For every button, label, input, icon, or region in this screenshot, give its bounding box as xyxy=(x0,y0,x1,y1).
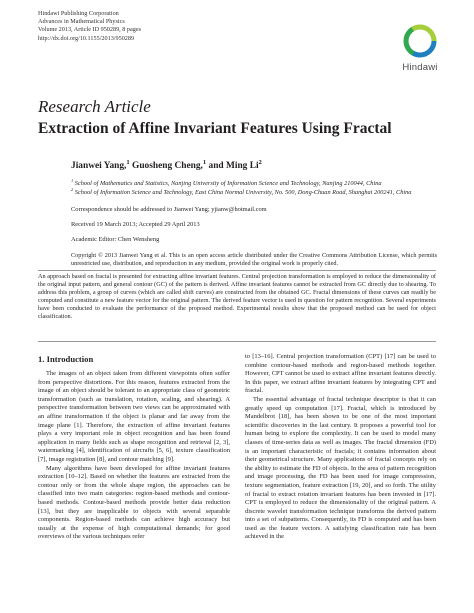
right-column xyxy=(245,353,436,542)
author-name: Guosheng Cheng, xyxy=(129,161,203,171)
article-type: Research Article xyxy=(38,97,151,116)
journal-header xyxy=(38,10,141,43)
paragraph: The essential advantage of fractal technique descriptor is that it can greatly speed up computation [17]. Fractal, which is introduced by Mandelbrot [18], has been shown to be one of the most important scientific discoveries in the last century. It proposes a powerful tool for human being to explore the complexity. It can be used to model many classes of time-series data as well as images. The fractal dimension (FD) is an important characteristic of fractals; it contains information about their geometrical structure. Many applications of fractal concepts rely on the ability to estimate the FD of objects. In the area of pattern recognition and image processing, the FD has been used for image compression, texture segmentation, feature extraction [19, 20], and so forth. The utility of fractal to extract rotation invariant features has been invested in [17]. CPT is employed to reduce the dimensionality of the original pattern. A discrete wavelet transformation technique transforms the derived pattern into a set of subpatterns. Consequently, its FD is computed and has been used as the feature vectors. A satisfying classification rate has been achieved in the xyxy=(245,395,436,541)
abstract-top-rule xyxy=(38,270,436,271)
affiliation-text: School of Mathematics and Statistics, Nanjing University of Information Science and Technology, Nanjing 210044, China xyxy=(74,180,382,187)
author-list xyxy=(71,158,262,171)
affiliation-mark: 1 xyxy=(71,177,74,183)
hindawi-ring-icon xyxy=(400,22,440,60)
author-name: Jianwei Yang, xyxy=(71,161,127,171)
affiliation xyxy=(71,186,451,198)
academic-editor: Academic Editor: Chen Wensheng xyxy=(71,236,160,243)
affiliation-text: School of Information Science and Technology, East China Normal University, No. 500, Dong-Chuan Road, Shanghai 200241, China xyxy=(74,188,412,196)
affiliations xyxy=(71,177,451,198)
abstract-bottom-rule xyxy=(38,341,436,342)
hindawi-logo xyxy=(396,22,444,73)
abstract: An approach based on fractal is presented for extracting affine invariant features. Central projection transformation is employed to reduce the dimensionality of the original input pattern, and general contour (GC) of the pattern is derived. Affine invariant features cannot be extracted from GC directly due to shearing. To address this problem, a group of curves (which are called shift curves) are constructed from the obtained GC. Fractal dimensions of these curves can readily be computed and constitute a new feature vector for the original pattern. The derived feature vector is used in question for pattern recognition. Several experiments have been conducted to evaluate the performance of the proposed method. Experimental results show that the proposed method can be used for object classification. xyxy=(38,273,436,321)
header-line: Hindawi Publishing Corporation xyxy=(38,10,119,17)
author-mark: 1 xyxy=(126,158,130,166)
logo-wordmark: Hindawi xyxy=(402,62,438,73)
author-name: and Ming Li xyxy=(206,161,259,171)
paragraph: The images of an object taken from different viewpoints often suffer from perspective distortions. For this reason, features extracted from the image of an object should be tolerant to an appropriate class of geometric transformation (such as translation, rotation, scaling, and shearing). A perspective transformation between two views can be approximated with an affine transformation if the object is planar and far away from the image plane [1]. Therefore, the extraction of affine invariant features plays a very important role in object recognition and has been found application in many fields such as shape recognition and retrieval [2, 3], watermarking [4], identification of aircrafts [5, 6], texture classification [7], image registration [8], and contour matching [9]. xyxy=(38,370,230,463)
license-statement: Copyright © 2013 Jianwei Yang et al. This is an open access article distributed under the Creative Commons Attribution License, which permits unrestricted use, distribution, and reproduction in any medium, provided the original work is properly cited. xyxy=(71,252,437,268)
received-dates: Received 19 March 2013; Accepted 29 April 2013 xyxy=(71,221,200,228)
affiliation xyxy=(71,177,451,189)
header-line: http://dx.doi.org/10.1155/2013/950289 xyxy=(38,34,135,42)
correspondence: Correspondence should be addressed to Jianwei Yang; yjianw@hotmail.com xyxy=(71,206,267,213)
section-heading: 1. Introduction xyxy=(38,354,94,364)
paragraph: Many algorithms have been developed for affine invariant features extraction [10–12]. Based on whether the features are extracted from the contour only or from the whole shape region, the approaches can be classified into two main categories: region-based methods and contour-based methods. Contour-based methods provide better data reduction [13], but they are inapplicable to objects with several separable components. Region-based methods can achieve high accuracy but usually at the expense of high computational demands; for good overviews of the various techniques refer xyxy=(38,464,230,541)
header-line: Advances in Mathematical Physics xyxy=(38,18,125,26)
left-column xyxy=(38,370,230,542)
paper-title: Extraction of Affine Invariant Features Using Fractal xyxy=(38,120,392,137)
paragraph: to [13–16]. Central projection transformation (CPT) [17] can be used to combine contour-based methods and region-based methods together. However, CPT cannot be used to extract affine invariant features directly. In this paper, we extract affine invariant features by integrating CPT and fractal. xyxy=(245,353,436,395)
affiliation-mark: 2 xyxy=(71,186,74,192)
header-line: Volume 2013, Article ID 950289, 8 pages xyxy=(38,26,141,34)
author-mark: 1 xyxy=(202,158,207,166)
author-mark: 2 xyxy=(258,158,262,166)
